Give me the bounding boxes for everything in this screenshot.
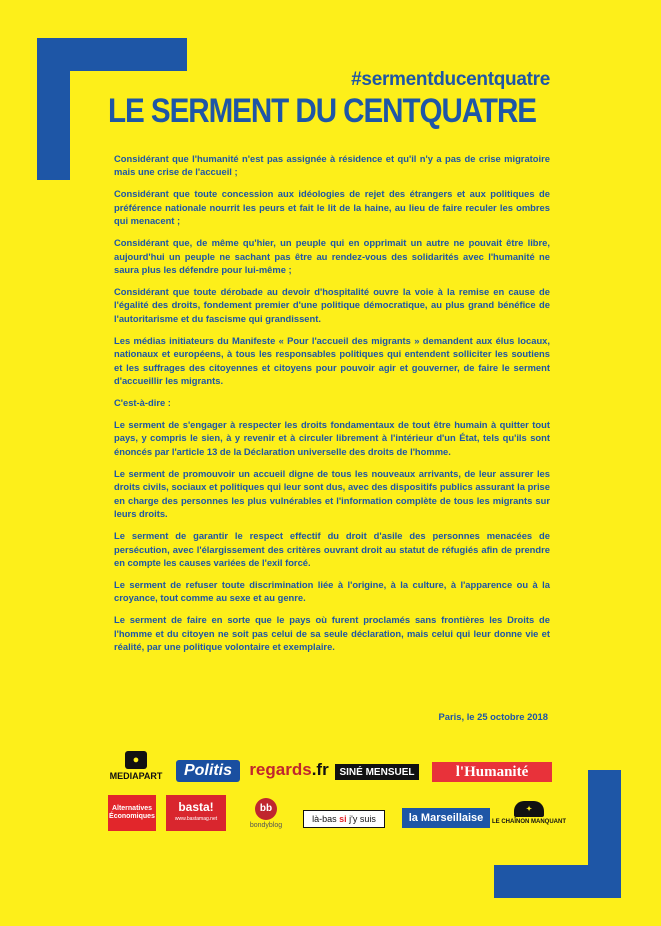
paragraph: Considérant que, de même qu'hier, un peuple qui en opprimait un autre ne pouvait être libre, aujourd'hui un peuple ne sachant pas être au rendez-vous des solidarités avec l'humanité ne saura plus les défendre pour lui-même ; — [114, 237, 550, 276]
chainon-manquant-logo: ✦ LE CHAÎNON MANQUANT — [500, 795, 558, 831]
paragraph: Le serment de garantir le respect effectif du droit d'asile des personnes menacées de persécution, avec l'élargissement des critères ouvrant droit au statut de réfugiés afin de prendre en compte les causes variées de l'exil forcé. — [114, 530, 550, 568]
paragraph: Le serment de faire en sorte que le pays où furent proclamés sans frontières les Droits de l'homme et du citoyen ne soit pas celui de sa seule déclaration, mais celui qui leur donne vie et réalité, par une politique volontaire et exemplaire. — [114, 614, 550, 653]
paragraph: Considérant que toute dérobade au devoir d'hospitalité ouvre la voie à la remise en cause de l'égalité des droits, fondement premier d'une politique démocratique, au plus grand bénéfice de l'autoritarisme et du fascisme qui grandissent. — [114, 286, 550, 324]
corner-bracket-top-left-vertical — [37, 38, 70, 180]
paragraph: Les médias initiateurs du Manifeste « Pour l'accueil des migrants » demandent aux élus locaux, nationaux et européens, à tous les responsables politiques qui entendent solliciter les soutiens et les suffrages des citoyennes et citoyens pour pouvoir agir et gouverner, de faire le serment d'accueillir les migrants. — [114, 334, 550, 387]
alternatives-economiques-logo: Alternatives Économiques — [108, 795, 156, 831]
manifesto-body — [114, 152, 550, 662]
date-signature: Paris, le 25 octobre 2018 — [438, 711, 548, 722]
sine-mensuel-logo: SINÉ MENSUEL — [335, 764, 419, 780]
paragraph: Considérant que toute concession aux idéologies de rejet des étrangers et aux politiques de préférence nationale nourrit les peurs et fait le lit de la haine, au lieu de faire reculer les ombres qui menacent ; — [114, 188, 550, 227]
paragraph: Le serment de s'engager à respecter les droits fondamentaux de tout être humain à quitter tout pays, y compris le sien, à y revenir et à circuler librement à l'intérieur d'un État, tels qu'ils sont énoncés par l'article 13 de la Déclaration universelle des droits de l'homme. — [114, 419, 550, 457]
hashtag: #sermentducentquatre — [351, 69, 550, 90]
paragraph: Le serment de promouvoir un accueil digne de tous les nouveaux arrivants, de leur assurer les droits civils, sociaux et politiques qui leur sont dus, avec des dispositifs publics assurant la prise en charge des personnes les plus vulnérables et l'information complète de tous les migrants sur leurs droits. — [114, 467, 550, 520]
paragraph: Considérant que l'humanité n'est pas assignée à résidence et qu'il n'y a pas de crise migratoire mais une crise de l'accueil ; — [114, 153, 550, 178]
basta-logo: basta! www.bastamag.net — [166, 795, 226, 831]
page-title: LE SERMENT DU CENTQUATRE — [108, 92, 536, 130]
mediapart-logo: ● MEDIAPART — [106, 748, 166, 784]
la-marseillaise-logo: la Marseillaise — [402, 808, 490, 828]
chainon-icon: ✦ — [514, 801, 544, 817]
bondyblog-icon: bb — [255, 798, 277, 820]
mediapart-icon: ● — [125, 751, 147, 769]
corner-bracket-bottom-right-vertical — [588, 770, 621, 898]
bondyblog-logo: bb bondyblog — [236, 793, 296, 833]
politis-logo: Politis — [176, 760, 240, 782]
humanite-logo: l'Humanité — [432, 762, 552, 782]
la-bas-si-jy-suis-logo: là-bas si j'y suis — [303, 810, 385, 828]
paragraph: Le serment de refuser toute discrimination liée à l'origine, à la culture, à l'apparence ou à la croyance, tout comme au sexe et au genre. — [114, 578, 550, 604]
regards-logo: regards .fr — [249, 760, 329, 779]
paragraph: C'est-à-dire : — [114, 397, 171, 409]
